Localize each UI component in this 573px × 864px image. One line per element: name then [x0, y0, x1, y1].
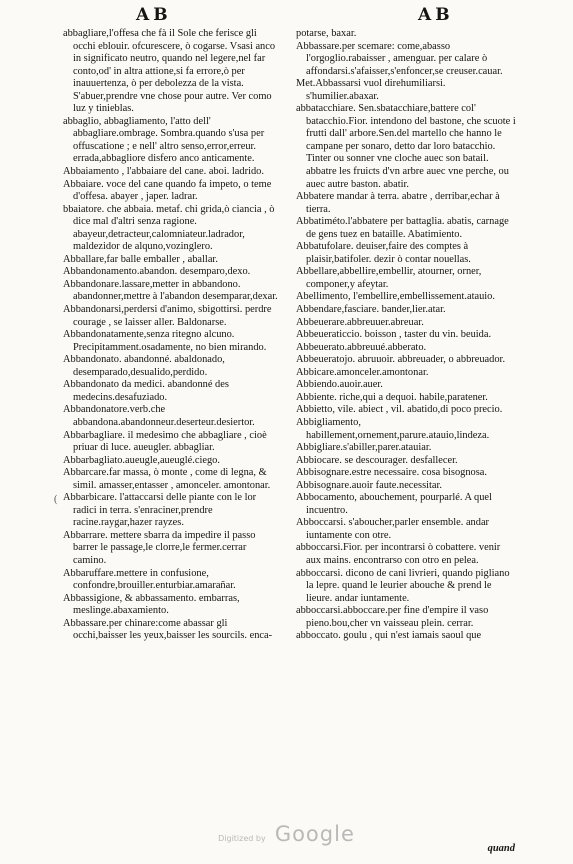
dictionary-entry: abboccarsi. dicono de cani livrieri, quando pigliano la lepre. quand le leurier abouche & prend le lieure. andar iuntamente. [296, 567, 510, 604]
dictionary-entry: Abbiocare. se descourager. desfallecer. [296, 454, 458, 466]
catchword: quand [487, 843, 515, 854]
dictionary-entry: potarse, baxar. [296, 28, 357, 39]
dictionary-entry: Abbandonatamente,senza ritegno alcuno. Precipitamment.osadamente, no bien mirando. [63, 329, 267, 353]
dictionary-entry: Abbaruffare.mettere in confusione, confondre,brouiller.enturbiar.amarañar. [63, 567, 236, 592]
running-header-left: AB [136, 5, 172, 25]
dictionary-entry: Abbarcare.far massa, ò monte , come di legna, & simil. amasser,entasser , amonceler. amontonar. [63, 467, 271, 491]
dictionary-entry: Abbeuerare.abbreuuer.abreuar. [296, 316, 424, 328]
dictionary-entry: Abbatiméto.l'abbatere per battaglia. abatis, carnage de gens tuez en bataille. Abatimiento. [296, 216, 509, 240]
left-column [63, 28, 281, 643]
margin-mark: ( [54, 494, 58, 505]
dictionary-entry: Abbaiamento , l'abbaiare del cane. aboi. ladrido. [63, 166, 264, 178]
dictionary-entry: Abbandonato da medici. abandonné des medecins.desafuziado. [63, 379, 229, 403]
dictionary-entry: Abbellare,abbellire,embellir, atourner, orner, componer,y afeytar. [296, 266, 482, 290]
dictionary-entry: abboccato. goulu , qui n'est iamais saoul que [296, 630, 482, 642]
dictionary-entry: Abbassare.per chinare:come abassar gli occhi,baisser les yeux,baisser les sourcils. enca- [63, 617, 273, 642]
dictionary-entry: Abbiente. riche,qui a dequoi. habile,paratener. [296, 391, 488, 403]
dictionary-entry: Abbarrare. mettere sbarra da impedire il passo barrer le passage,le clorre,le fermer.cerrar camino. [63, 529, 256, 566]
dictionary-entry: Abbatere mandar à terra. abatre , derribar,echar à tierra. [296, 191, 500, 215]
dictionary-entry: abboccarsi.Fior. per incontrarsi ò cobattere. venir aux mains. encontrarso con otro en pelea. [296, 542, 501, 566]
dictionary-entry: Abbandonato. abandonné. abaldonado, desemparado,desualido,perdido. [63, 354, 225, 378]
dictionary-entry: Abboccarsi. s'aboucher,parler ensemble. andar iuntamente con otre. [296, 517, 490, 541]
dictionary-entry: Met.Abbassarsi vuol direhumiliarsi. s'humilier.abaxar. [296, 78, 446, 102]
dictionary-entry: Abbiendo.auoir.auer. [296, 379, 383, 391]
dictionary-entry: bbaiatore. che abbaia. metaf. chi grida,ò ciancia , ò dice mal d'altri senza ragione. abayeur,detracteur,calomniateur.ladrador, maldezidor de alquno,vozinglero. [63, 203, 275, 253]
dictionary-entry: Abbisognare.auoir faute.necessitar. [296, 479, 442, 491]
dictionary-entry: abbaglio, abbagliamento, l'atto dell' abbagliare.ombrage. Sombra.quando s'usa per offuscatione ; e nell' altro senso,error,erreur. errada,abbagliore disfero anco anticamente. [63, 115, 265, 165]
dictionary-entry: Abbigliare.s'abiller,parer.atauiar. [296, 442, 432, 454]
dictionary-entry: Abbisognare.estre necessaire. cosa bisognosa. [296, 467, 488, 479]
dictionary-entry: Abbassare.per scemare: come,abasso l'orgoglio.rabaisser , amenguar. per calare ò affondarsi.s'afaisser,s'enfoncer,se creuser.cauar. [296, 40, 503, 77]
dictionary-entry: Abbeueraticcio. boisson , taster du vin. beuida. [296, 329, 492, 341]
dictionary-entry: Abbicare.amonceler.amontonar. [296, 366, 429, 378]
dictionary-entry: Abballare,far balle emballer , aballar. [63, 253, 218, 265]
dictionary-entry: Abbaiare. voce del cane quando fa impeto, o teme d'offesa. abayer , japer. ladrar. [63, 178, 272, 203]
dictionary-entry: Abellimento, l'embellire,embellissement.atauio. [296, 291, 495, 303]
dictionary-entry: Abbigliamento, habillement,ornement,parure.atauio,lindeza. [296, 416, 490, 441]
dictionary-entry: Abbarbagliato.aueugle,aueuglé.ciego. [63, 454, 220, 466]
dictionary-entry: abbatacchiare. Sen.sbatacchiare,battere col' batacchio.Fior. intendono del bastone, che scuote i frutti dall' arbore.Sen.del martello che hanno le campane per sonaro, detto dar loro batacchio. Tinter ou sonner vne cloche auec son batail. abbatre les fruicts d'vn arbre auec vne perche, ou auec autre baston. abatir. [296, 103, 516, 190]
dictionary-entry: Abbandonarsi,perdersi d'animo, sbigottirsi. perdre courage , se laisser aller. Baldonarse. [63, 304, 272, 328]
dictionary-entry: abbagliare,l'offesa che fà il Sole che ferisce gli occhi eblouir. ofcurescere, ò cogarse. Vsasi anco in significato neutro, quando nel legere,nel far conto,od' in altra attione,si fa errore,ò per inauuertenza, ò per debolezza de la vista. S'abuer,prendre vne chose pour autre. Ver como luz y tinieblas. [63, 28, 276, 115]
dictionary-entry: Abbandonamento.abandon. desemparo,dexo. [63, 266, 251, 278]
dictionary-entry: Abbeueratojo. abruuoir. abbreuader, o abbreuador. [296, 354, 506, 366]
dictionary-entry: Abbeuerato.abbreuué.abberato. [296, 341, 427, 353]
dictionary-entry: Abbendare,fasciare. bander,lier.atar. [296, 304, 446, 316]
dictionary-entry: Abbietto, vile. abiect , vil. abatido,di poco precio. [296, 404, 503, 416]
right-column [296, 28, 516, 643]
watermark-small: Digitized by [218, 834, 266, 843]
digitized-watermark [0, 822, 573, 846]
running-header-right: AB [418, 5, 454, 25]
dictionary-entry: Abbarbicare. l'attaccarsi delle piante con le lor radici in terra. s'enraciner,prendre racine.raygar,hazer rayzes. [63, 492, 257, 529]
dictionary-entry: abboccarsi.abboccare.per fine d'empire il vaso pieno.bou,cher vn vaisseau plein. cerrar. [296, 605, 489, 629]
dictionary-entry: Abbandonatore.verb.che abbandona.abandonneur.deserteur.desiertor. [63, 404, 255, 428]
dictionary-entry: Abbandonare.lassare,metter in abbandono. abandonner,mettre à l'abandon desemparar,dexar. [63, 278, 278, 303]
watermark-logo: Google [274, 822, 355, 846]
dictionary-entry: Abbatufolare. deuiser,faire des comptes à plaisir,batifoler. dezir ò contar nouellas. [296, 241, 471, 265]
dictionary-entry: Abbocamento, abouchement, pourparlé. A quel incuentro. [296, 492, 492, 516]
dictionary-entry: Abbarbagliare. il medesimo che abbagliare , cioè priuar di luce. aueugler. abbagliar. [63, 429, 267, 454]
dictionary-entry: Abbassigione, & abbassamento. embarras, meslinge.abaxamiento. [63, 592, 240, 617]
